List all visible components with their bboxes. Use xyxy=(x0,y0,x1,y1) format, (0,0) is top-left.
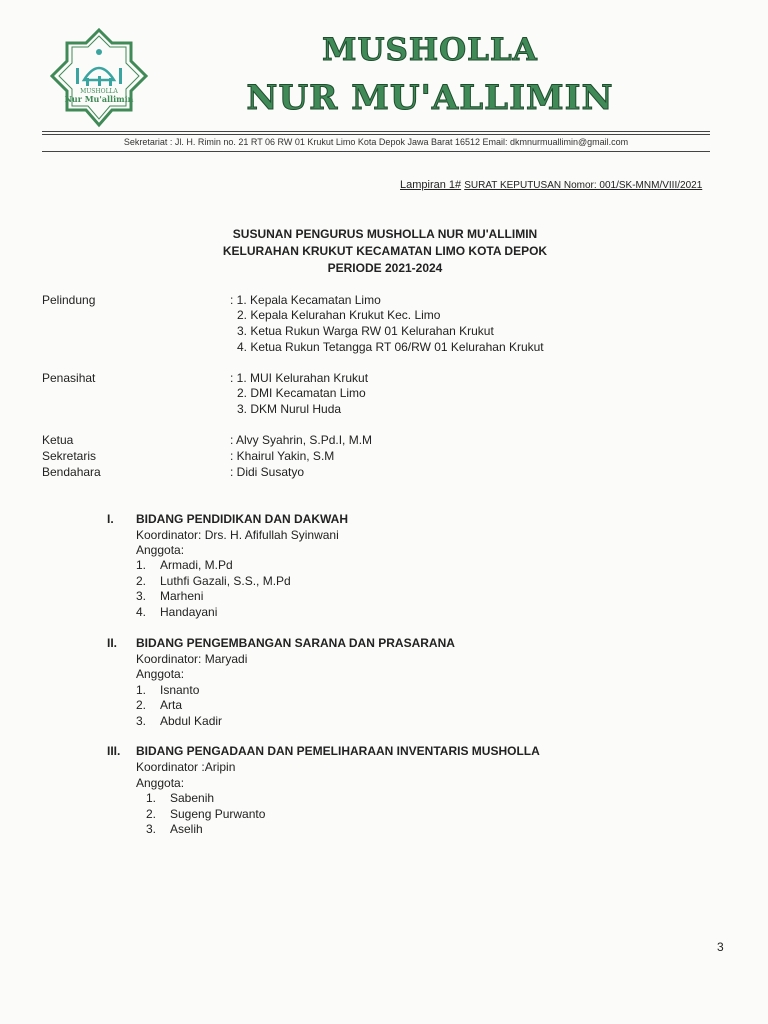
officer-role: Bendahara xyxy=(42,465,101,479)
penasihat-item: : 1. MUI Kelurahan Krukut xyxy=(230,371,369,385)
member-name: Isnanto xyxy=(160,683,200,697)
section-title: BIDANG PENGEMBANGAN SARANA DAN PRASARANA xyxy=(136,636,455,650)
member-name: Abdul Kadir xyxy=(160,714,223,728)
lampiran-reference xyxy=(400,179,702,191)
member-number: 3. xyxy=(136,589,147,603)
heading-line3: PERIODE 2021-2024 xyxy=(327,261,443,275)
penasihat-label: Penasihat xyxy=(42,371,96,385)
pelindung-item: 4. Ketua Rukun Tetangga RT 06/RW 01 Kelurahan Krukut xyxy=(237,340,544,354)
member-number: 2. xyxy=(146,807,157,821)
member-number: 2. xyxy=(136,698,147,712)
heading-line1: SUSUNAN PENGURUS MUSHOLLA NUR MU'ALLIMIN xyxy=(232,227,538,241)
officer-name: : Didi Susatyo xyxy=(230,465,305,479)
pelindung-item: : 1. Kepala Kecamatan Limo xyxy=(230,293,381,307)
header-rule-top-thin xyxy=(42,134,710,135)
member-name: Aselih xyxy=(170,822,203,836)
penasihat-item: 3. DKM Nurul Huda xyxy=(237,402,342,416)
officer-role: Ketua xyxy=(42,433,74,447)
member-name: Arta xyxy=(160,698,183,712)
section-koordinator: Koordinator :Aripin xyxy=(136,760,236,774)
penasihat-item: 2. DMI Kecamatan Limo xyxy=(237,386,366,400)
member-name: Armadi, M.Pd xyxy=(160,558,233,572)
officer-name: : Khairul Yakin, S.M xyxy=(230,449,335,463)
pelindung-label: Pelindung xyxy=(42,293,96,307)
member-number: 2. xyxy=(136,574,147,588)
svg-text:Nur Mu'allimin: Nur Mu'allimin xyxy=(64,94,134,104)
section-number: I. xyxy=(107,512,114,526)
member-name: Marheni xyxy=(160,589,204,603)
section-number: II. xyxy=(107,636,118,650)
member-number: 3. xyxy=(146,822,157,836)
section-anggota-label: Anggota: xyxy=(136,543,185,557)
section-koordinator: Koordinator: Maryadi xyxy=(136,652,248,666)
member-name: Handayani xyxy=(160,605,218,619)
member-name: Sugeng Purwanto xyxy=(170,807,266,821)
musholla-logo xyxy=(46,28,152,128)
member-number: 1. xyxy=(136,558,147,572)
officer-role: Sekretaris xyxy=(42,449,97,463)
header-title-line1: MUSHOLLA xyxy=(322,32,538,68)
member-name: Luthfi Gazali, S.S., M.Pd xyxy=(160,574,291,588)
section-koordinator: Koordinator: Drs. H. Afifullah Syinwani xyxy=(136,528,339,542)
header-rule-top xyxy=(42,131,710,132)
officer-name: : Alvy Syahrin, S.Pd.I, M.M xyxy=(230,433,373,447)
pelindung-item: 3. Ketua Rukun Warga RW 01 Kelurahan Krukut xyxy=(237,324,494,338)
member-number: 1. xyxy=(146,791,157,805)
svg-text:MUSHOLLA: MUSHOLLA xyxy=(80,88,118,95)
page-number: 3 xyxy=(717,940,724,954)
member-number: 3. xyxy=(136,714,147,728)
header-title-line2: NUR MU'ALLIMIN xyxy=(246,78,614,118)
section-title: BIDANG PENGADAAN DAN PEMELIHARAAN INVENTARIS MUSHOLLA xyxy=(136,744,540,758)
member-number: 1. xyxy=(136,683,147,697)
lampiran-ref: SURAT KEPUTUSAN Nomor: 001/SK-MNM/VIII/2021 xyxy=(464,180,703,191)
member-number: 4. xyxy=(136,605,147,619)
section-anggota-label: Anggota: xyxy=(136,667,185,681)
lampiran-label: Lampiran 1# xyxy=(400,179,462,191)
pelindung-item: 2. Kepala Kelurahan Krukut Kec. Limo xyxy=(237,308,441,322)
section-title: BIDANG PENDIDIKAN DAN DAKWAH xyxy=(136,512,348,526)
member-name: Sabenih xyxy=(170,791,215,805)
header-address: Sekretariat : Jl. H. Rimin no. 21 RT 06 RW 01 Krukut Limo Kota Depok Jawa Barat 16512 Email: dkmnurmuallimin@gmail.com xyxy=(123,137,629,147)
header-rule-bottom xyxy=(42,151,710,152)
section-anggota-label: Anggota: xyxy=(136,776,185,790)
section-number: III. xyxy=(107,744,121,758)
heading-line2: KELURAHAN KRUKUT KECAMATAN LIMO KOTA DEPOK xyxy=(222,244,548,258)
